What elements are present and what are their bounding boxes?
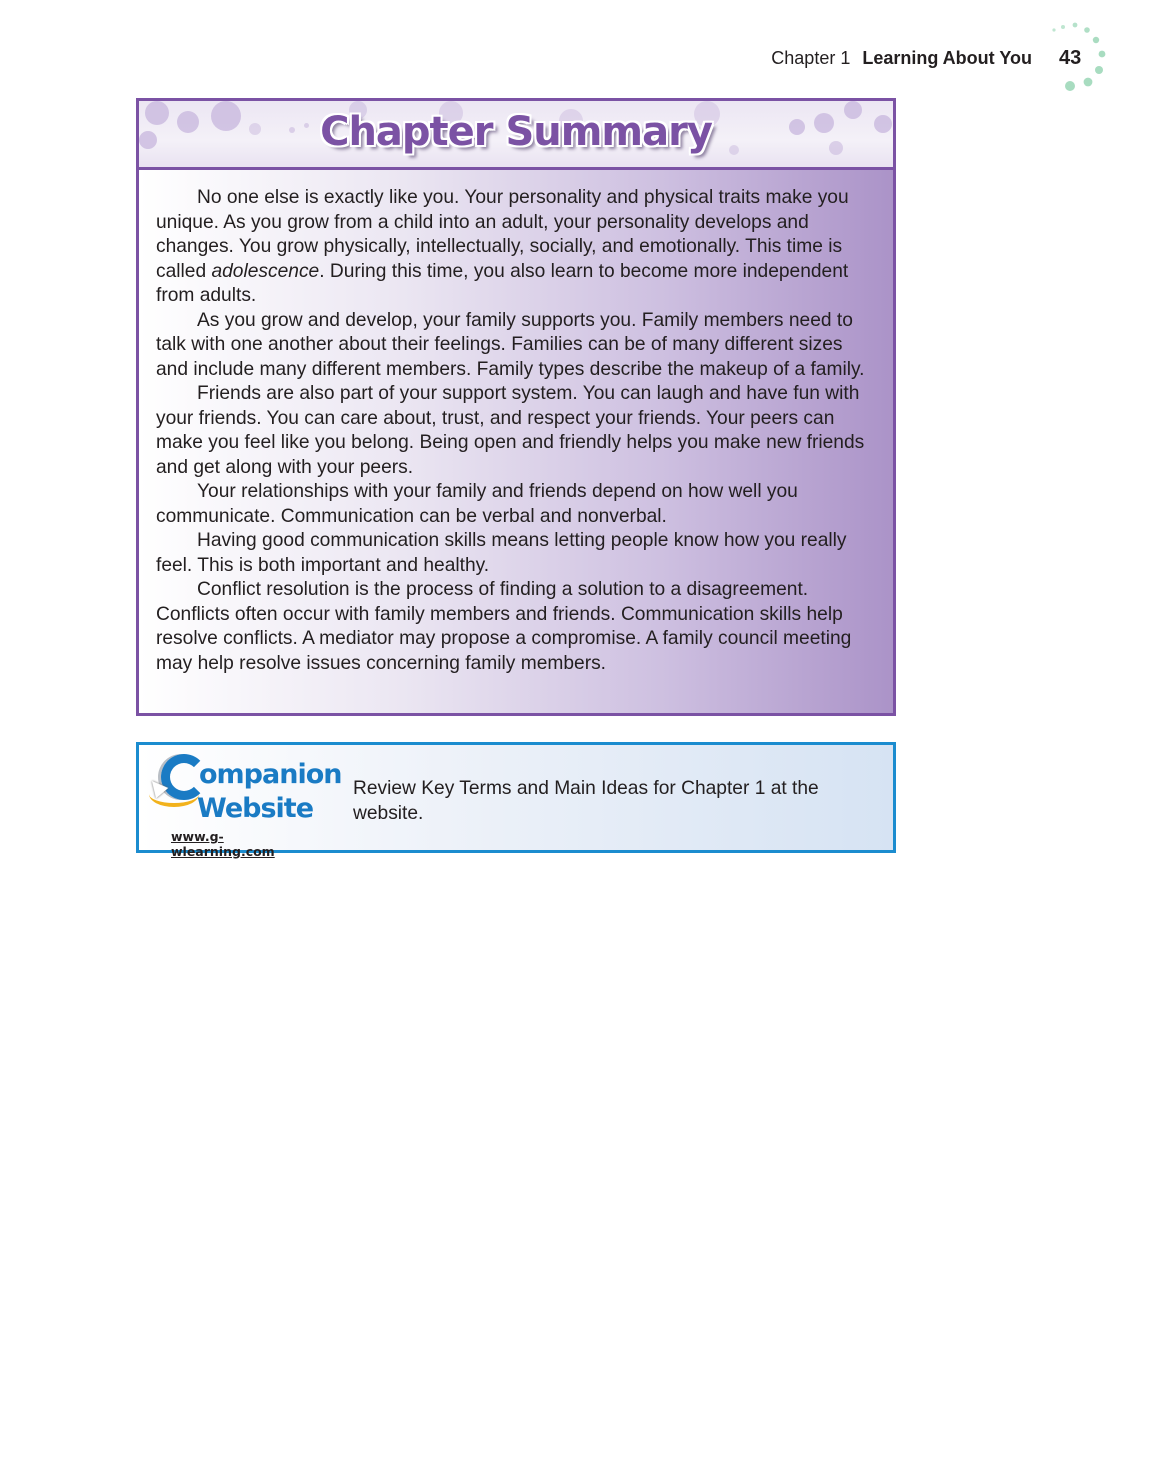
decorative-dots-icon (1050, 18, 1120, 98)
page-number: 43 (1059, 47, 1082, 69)
paragraph-text: No one else is exactly like you. Your personality and physical traits make you unique. As you grow from a child into an adult, your personality develops and changes. You grow physically, intellectually, socially, and emotionally. This time is called (156, 187, 849, 282)
summary-header (139, 101, 893, 170)
summary-paragraph: Friends are also part of your support system. You can laugh and have fun with your friends. You can care about, trust, and respect your friends. Your peers can make you feel like you belong. Being open and friendly helps you make new friends and get along with your peers. (156, 383, 865, 478)
paragraph-text: . During this time, you also learn to become more independent from adults. (156, 260, 849, 306)
summary-paragraph: As you grow and develop, your family supports you. Family members need to talk with one another about their feelings. Families can be of many different sizes and include many different members. Family types describe the makeup of a family. (156, 309, 865, 380)
summary-paragraph: Having good communication skills means letting people know how you really feel. This is both important and healthy. (156, 530, 847, 576)
key-term: adolescence (211, 260, 320, 282)
companion-text: Review Key Terms and Main Ideas for Chapter 1 at the website. (353, 778, 819, 824)
summary-title: Chapter Summary (320, 109, 712, 155)
chapter-title: Learning About You (862, 48, 1032, 68)
chapter-label: Chapter 1 (771, 48, 851, 68)
chapter-summary-box (136, 98, 896, 716)
logo-companion: ompanion (199, 759, 342, 790)
companion-url-link[interactable]: www.g-wlearning.com (171, 829, 275, 859)
companion-website-box (136, 742, 896, 859)
logo-website: Website (197, 793, 314, 824)
summary-paragraph (156, 186, 876, 309)
companion-website-logo[interactable] (147, 751, 342, 859)
summary-paragraph: Your relationships with your family and friends depend on how well you communicate. Communication can be verbal and nonverbal. (156, 481, 798, 527)
summary-body (139, 170, 893, 676)
summary-paragraph: Conflict resolution is the process of finding a solution to a disagreement. Conflicts often occur with family members and friends. Communication skills help resolve conflicts. A mediator may propose a compromise. A family council meeting may help resolve issues concerning family members. (156, 579, 852, 674)
running-head (771, 48, 1032, 69)
